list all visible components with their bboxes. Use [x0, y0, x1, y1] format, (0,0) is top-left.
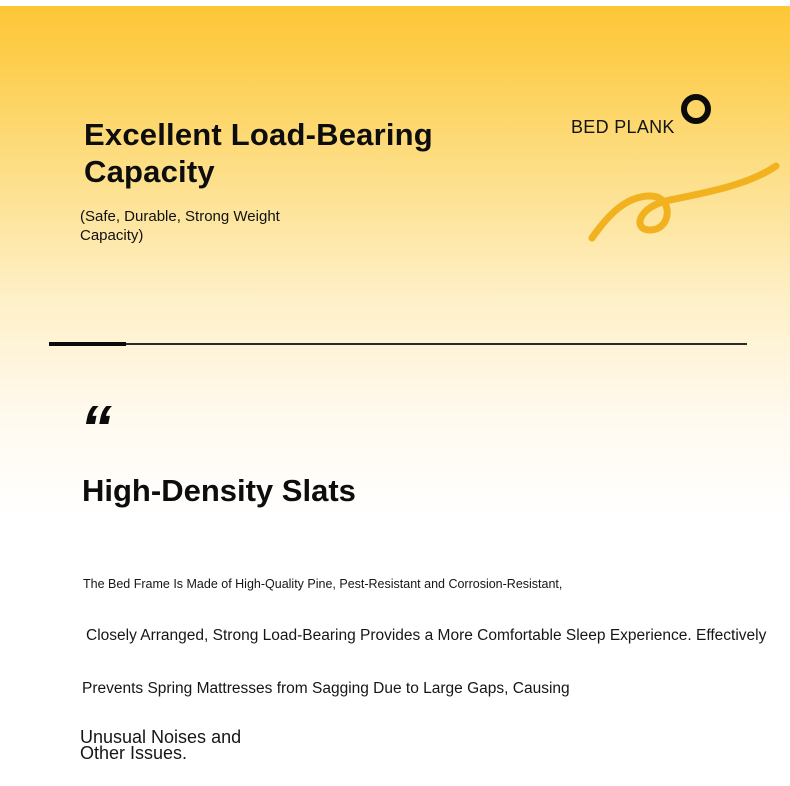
description-line-2: Closely Arranged, Strong Load-Bearing Provides a More Comfortable Sleep Experience. Effectively: [86, 627, 767, 644]
description-line-4: Unusual Noises and Other Issues.: [80, 727, 242, 763]
divider-accent: [49, 342, 126, 346]
divider-line: [49, 343, 747, 345]
ring-icon: [681, 94, 711, 124]
brand-label: BED PLANK: [571, 117, 675, 137]
page-title: Excellent Load-Bearing Capacity: [84, 117, 433, 189]
quote-mark: “: [80, 392, 112, 464]
swoosh-icon: [580, 150, 785, 250]
top-border: [0, 0, 790, 6]
page-subtitle: (Safe, Durable, Strong Weight Capacity): [80, 208, 280, 244]
description-line-1: The Bed Frame Is Made of High-Quality Pine, Pest-Resistant and Corrosion-Resistant,: [83, 577, 563, 591]
section-heading: High-Density Slats: [82, 473, 356, 508]
description-line-3: Prevents Spring Mattresses from Sagging Due to Large Gaps, Causing: [82, 680, 570, 697]
